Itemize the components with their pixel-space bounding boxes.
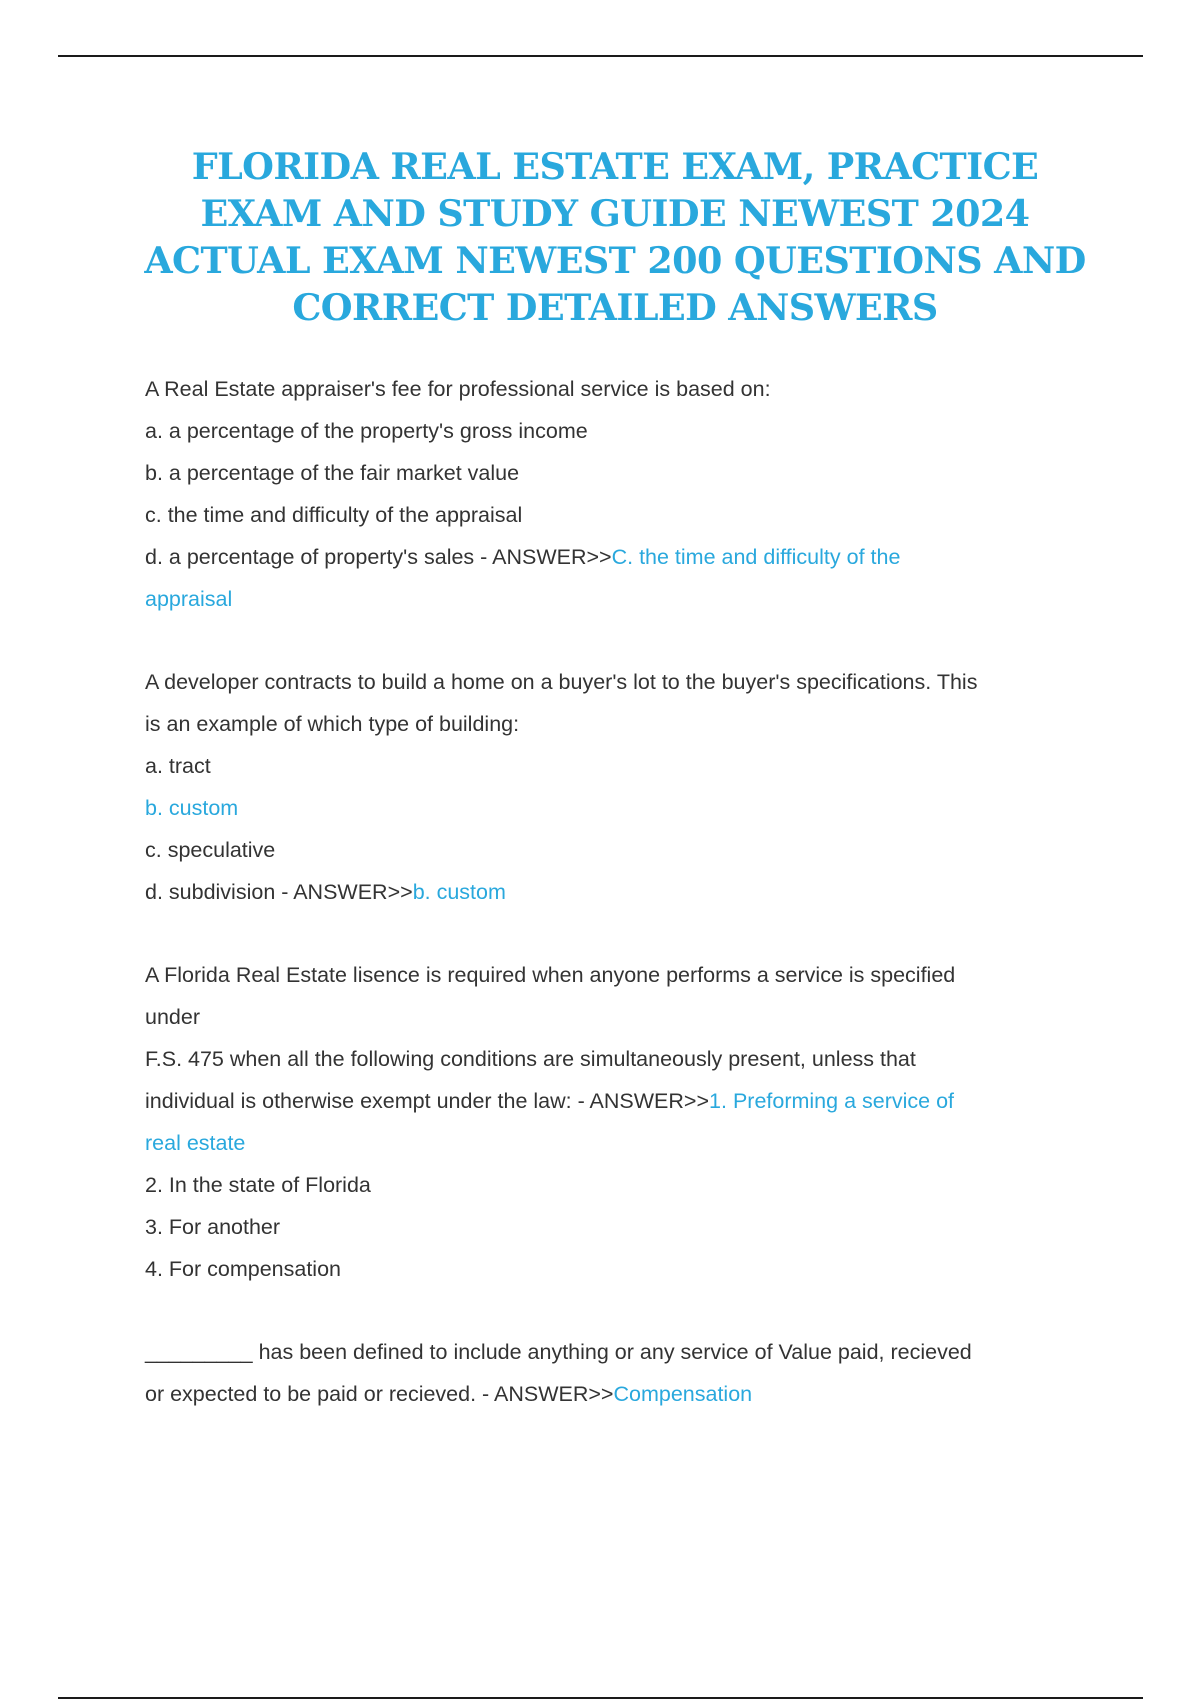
answer-text-continued: appraisal — [145, 587, 233, 611]
title-line: FLORIDA REAL ESTATE EXAM, PRACTICE — [191, 145, 1039, 188]
document-body — [145, 368, 1105, 1456]
question-text: A developer contracts to build a home on a buyer's lot to the buyer's specifications. This — [145, 670, 978, 694]
answer-text: b. custom — [412, 880, 506, 904]
question-text: A Real Estate appraiser's fee for professional service is based on: — [145, 377, 771, 401]
question-text-continued: F.S. 475 when all the following conditions are simultaneously present, unless that — [145, 1047, 916, 1071]
answer-prefix: - ANSWER>> — [275, 880, 413, 904]
answer-text-continued: real estate — [145, 1131, 246, 1155]
title-line: EXAM AND STUDY GUIDE NEWEST 2024 — [200, 192, 1030, 235]
question-block-1 — [145, 368, 1105, 620]
question-block-4 — [145, 1331, 1105, 1415]
option-b: b. a percentage of the fair market value — [145, 461, 520, 485]
option-d-line — [145, 536, 1105, 578]
question-text: _________ has been defined to include anything or any service of Value paid, recieved — [145, 1340, 972, 1364]
top-rule — [58, 55, 1143, 57]
question-block-2 — [145, 661, 1105, 913]
question-text-continued: is an example of which type of building: — [145, 712, 520, 736]
option-a: a. tract — [145, 754, 211, 778]
option-d: d. a percentage of property's sales — [145, 545, 475, 569]
question-text: A Florida Real Estate lisence is required when anyone performs a service is specified — [145, 963, 956, 987]
list-item: 4. For compensation — [145, 1257, 341, 1281]
question-text-continued: individual is otherwise exempt under the law: — [145, 1089, 572, 1113]
question-text-continued: or expected to be paid or recieved. — [145, 1382, 477, 1406]
answer-prefix: - ANSWER>> — [571, 1089, 710, 1113]
bottom-rule — [58, 1697, 1143, 1699]
question-answer-line — [145, 1373, 1105, 1415]
option-d-line — [145, 871, 1105, 913]
answer-prefix: - ANSWER>> — [474, 545, 612, 569]
answer-text: C. the time and difficulty of the — [611, 545, 901, 569]
answer-prefix: - ANSWER>> — [476, 1382, 614, 1406]
option-c: c. speculative — [145, 838, 276, 862]
list-item: 2. In the state of Florida — [145, 1173, 371, 1197]
question-block-3 — [145, 954, 1105, 1290]
option-c: c. the time and difficulty of the appraisal — [145, 503, 523, 527]
answer-text: Compensation — [613, 1382, 753, 1406]
option-a: a. a percentage of the property's gross income — [145, 419, 588, 443]
option-b-correct: b. custom — [145, 796, 239, 820]
list-item: 3. For another — [145, 1215, 281, 1239]
question-text-continued: under — [145, 1005, 200, 1029]
option-d: d. subdivision — [145, 880, 276, 904]
title-line: CORRECT DETAILED ANSWERS — [292, 286, 938, 329]
answer-text: 1. Preforming a service of — [709, 1089, 955, 1113]
title-line: ACTUAL EXAM NEWEST 200 QUESTIONS AND — [144, 239, 1086, 282]
question-answer-line — [145, 1080, 1105, 1122]
document-title — [120, 143, 1110, 331]
